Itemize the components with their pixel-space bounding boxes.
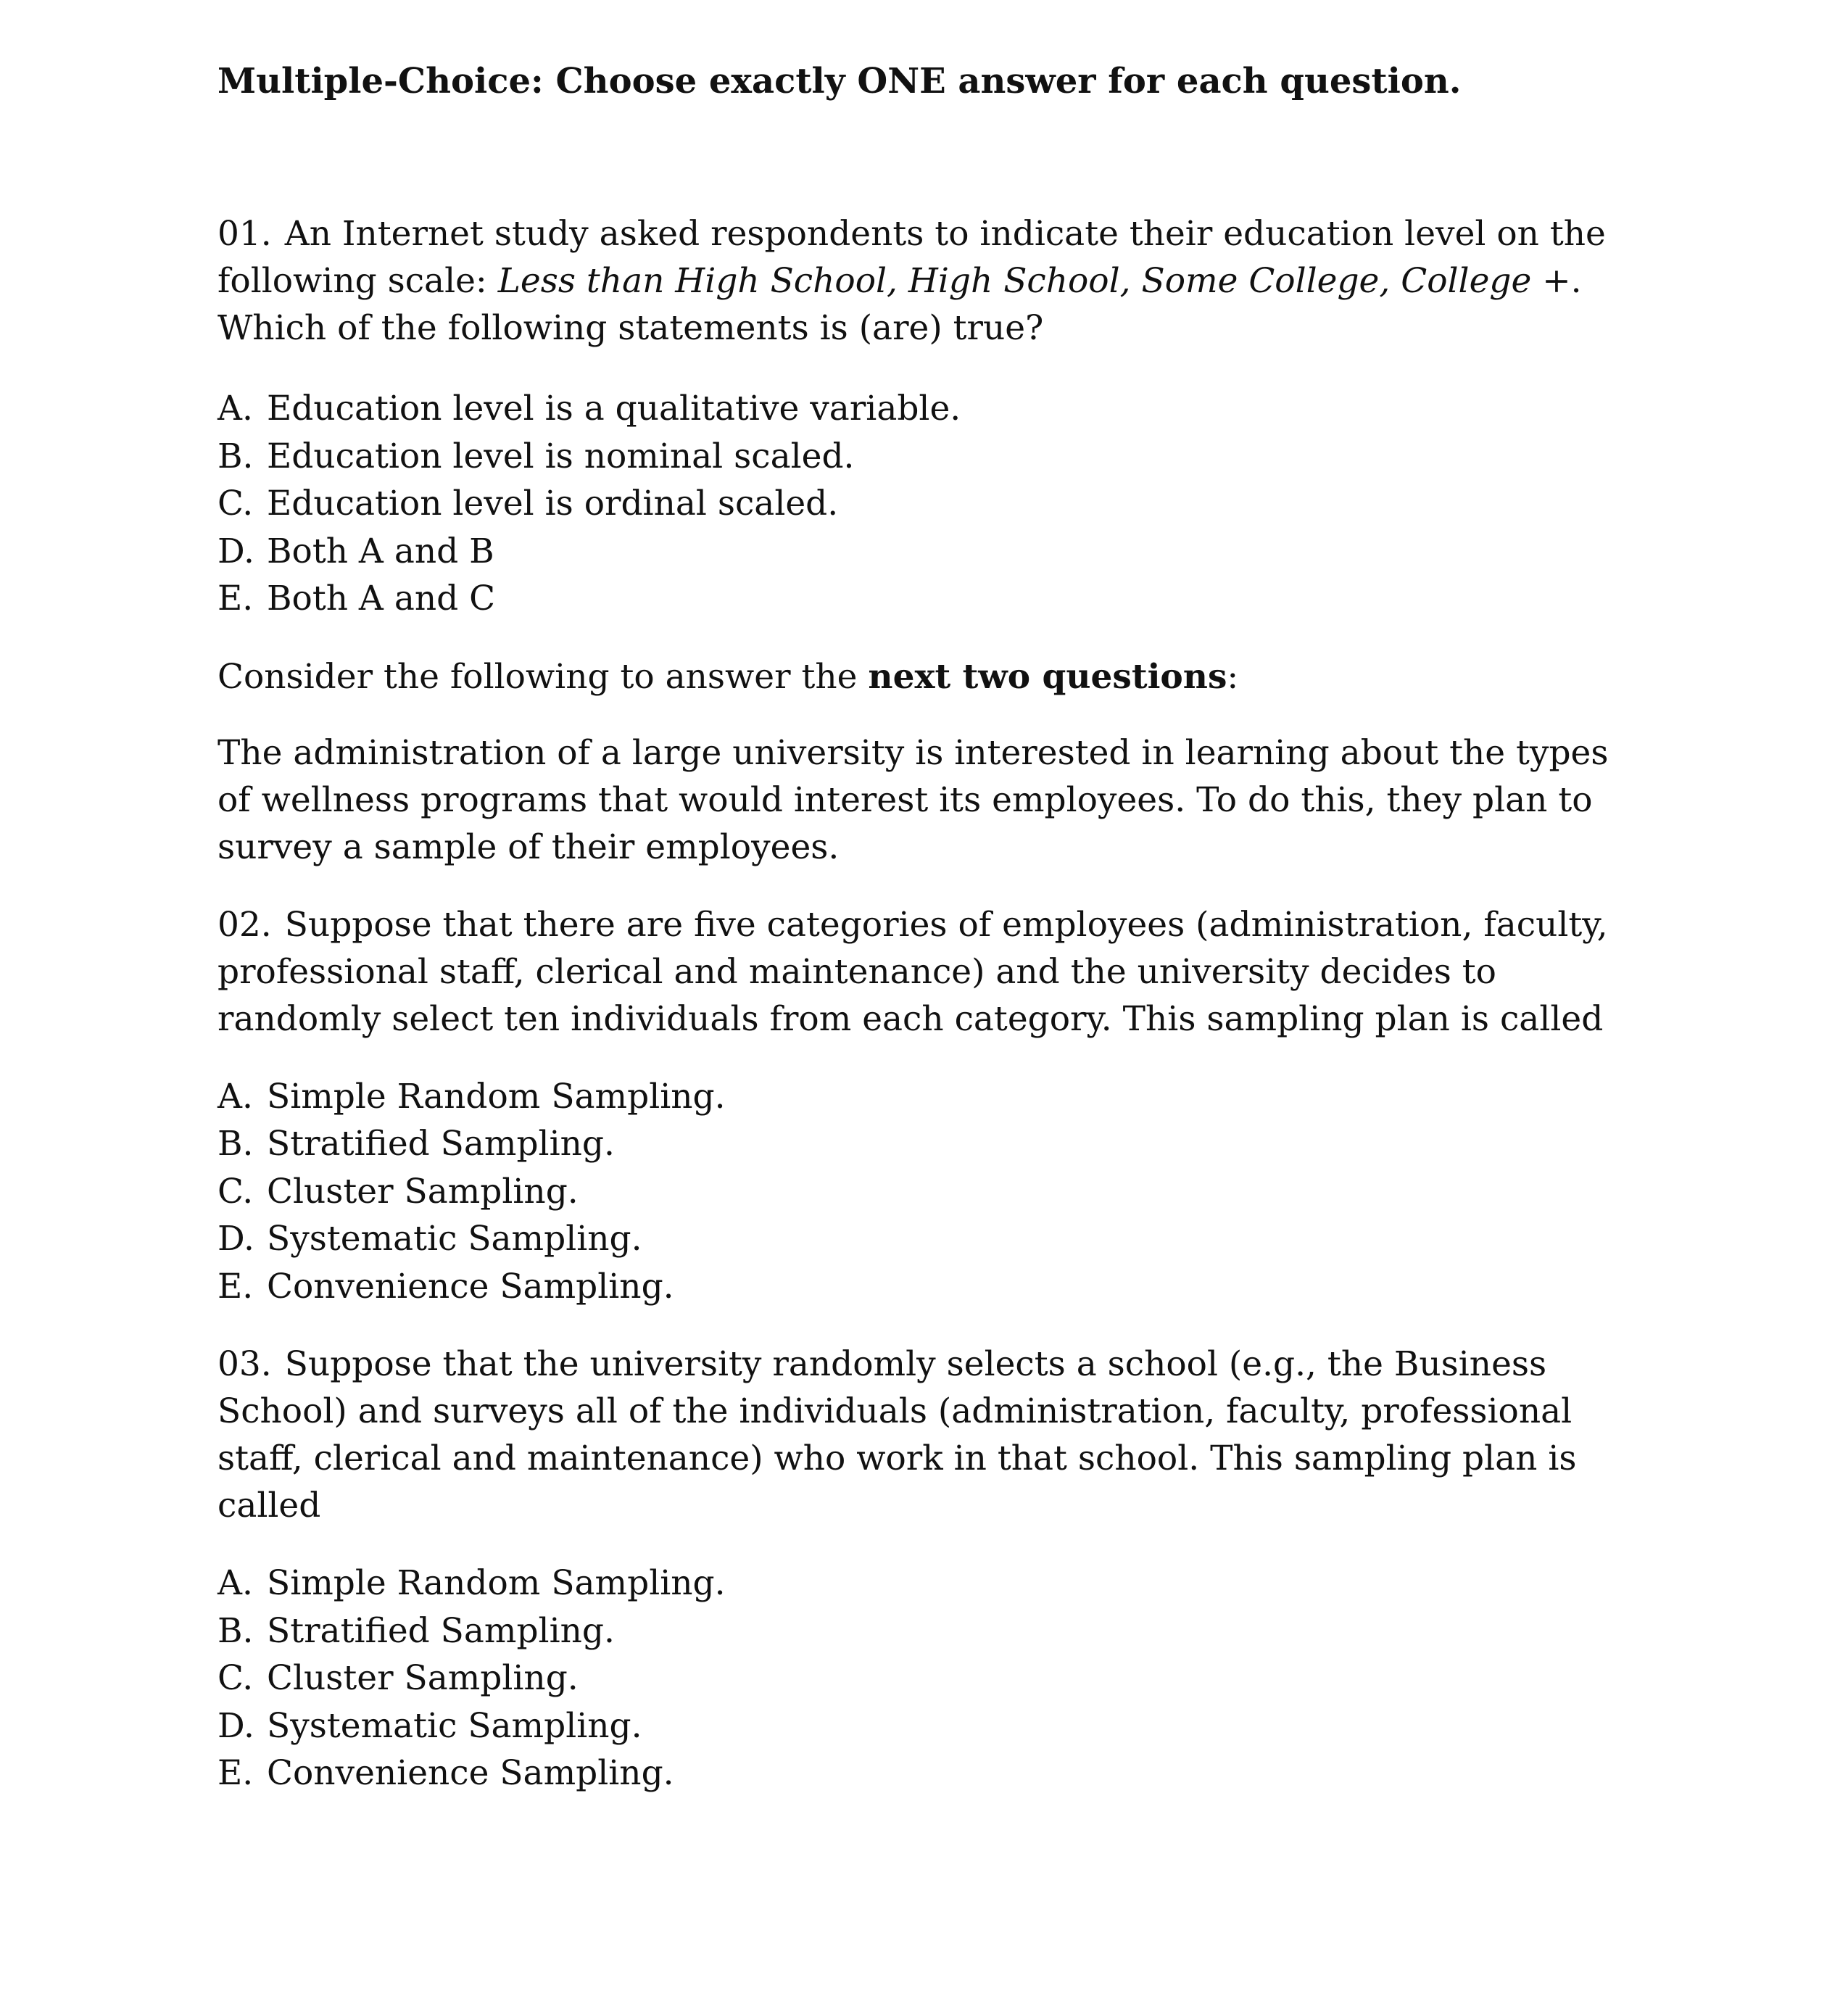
consider-text-after: : [1227, 656, 1239, 697]
question-2-option-c[interactable] [217, 1168, 1638, 1216]
question-2-option-a[interactable] [217, 1073, 1638, 1121]
question-1-text-before: An Internet study asked respondents to indicate their education level on the following scale: [217, 214, 1606, 301]
option-letter: A. [217, 389, 253, 428]
question-3-text: Suppose that the university randomly selects a school (e.g., the Business School) and surveys all of the individuals (administration, faculty, professional staff, clerical and maintenance) who work in that school. This sampling plan is called [217, 1344, 1577, 1525]
question-1-option-a[interactable] [217, 385, 1638, 433]
option-letter: A. [217, 1076, 253, 1117]
option-text: Simple Random Sampling. [267, 1076, 726, 1117]
option-text: Cluster Sampling. [267, 1171, 579, 1212]
question-2-options [217, 1073, 1638, 1311]
option-text: Education level is nominal scaled. [267, 436, 855, 476]
consider-text-bold: next two questions [868, 656, 1227, 697]
question-1-number: 01. [217, 214, 272, 254]
question-2-option-d[interactable] [217, 1215, 1638, 1263]
question-3-option-e[interactable] [217, 1750, 1638, 1797]
question-3-option-c[interactable] [217, 1655, 1638, 1702]
scenario-paragraph: The administration of a large university is interested in learning about the types of wellness programs that would interest its employees. To do this, they plan to survey a sample of their employees. [217, 732, 1609, 867]
question-1-stem [217, 210, 1638, 352]
question-2-option-e[interactable] [217, 1263, 1638, 1311]
option-text: Simple Random Sampling. [267, 1563, 726, 1603]
option-letter: B. [217, 1610, 254, 1651]
question-1-text-after: +. Which of the following statements is (are) true? [217, 261, 1582, 348]
option-letter: C. [217, 1658, 254, 1698]
option-text: Both A and C [267, 579, 496, 618]
option-letter: D. [217, 531, 254, 571]
question-2-option-b[interactable] [217, 1120, 1638, 1168]
instructions-heading: Multiple-Choice: Choose exactly ONE answer for each question. [217, 61, 1462, 102]
question-1-options [217, 385, 1638, 623]
page-content [217, 61, 1638, 1797]
option-text: Stratified Sampling. [267, 1124, 615, 1164]
question-2-number: 02. [217, 904, 272, 945]
question-3-option-d[interactable] [217, 1702, 1638, 1750]
option-letter: E. [217, 579, 254, 618]
question-1-option-c[interactable] [217, 480, 1638, 528]
option-text: Both A and B [267, 531, 494, 571]
option-letter: A. [217, 1563, 253, 1603]
option-letter: E. [217, 1266, 254, 1307]
option-text: Education level is a qualitative variable. [267, 389, 961, 428]
question-1-option-d[interactable] [217, 528, 1638, 576]
question-1-option-b[interactable] [217, 433, 1638, 481]
option-letter: C. [217, 484, 254, 523]
option-letter: E. [217, 1753, 254, 1793]
option-letter: D. [217, 1705, 254, 1746]
option-text: Convenience Sampling. [267, 1753, 674, 1793]
option-text: Convenience Sampling. [267, 1266, 674, 1307]
question-3-options [217, 1560, 1638, 1797]
consider-text-before: Consider the following to answer the [217, 656, 869, 697]
question-3-option-a[interactable] [217, 1560, 1638, 1607]
question-3-number: 03. [217, 1344, 272, 1384]
question-1-option-e[interactable] [217, 575, 1638, 623]
option-text: Systematic Sampling. [267, 1219, 642, 1259]
question-2-text: Suppose that there are five categories of employees (administration, faculty, professional staff, clerical and maintenance) and the university decides to randomly select ten individuals from each category. This sampling plan is called [217, 904, 1608, 1039]
question-3-option-b[interactable] [217, 1607, 1638, 1655]
question-1-scale-italic: Less than High School, High School, Some College, College [497, 261, 1532, 301]
option-letter: B. [217, 436, 254, 476]
option-text: Systematic Sampling. [267, 1705, 642, 1746]
option-letter: B. [217, 1124, 254, 1164]
question-3-stem [217, 1341, 1638, 1529]
option-letter: D. [217, 1219, 254, 1259]
option-text: Cluster Sampling. [267, 1658, 579, 1698]
option-text: Education level is ordinal scaled. [267, 484, 839, 523]
option-letter: C. [217, 1171, 254, 1212]
next-two-questions-intro [217, 653, 1638, 700]
question-2-stem [217, 901, 1638, 1043]
option-text: Stratified Sampling. [267, 1610, 615, 1651]
